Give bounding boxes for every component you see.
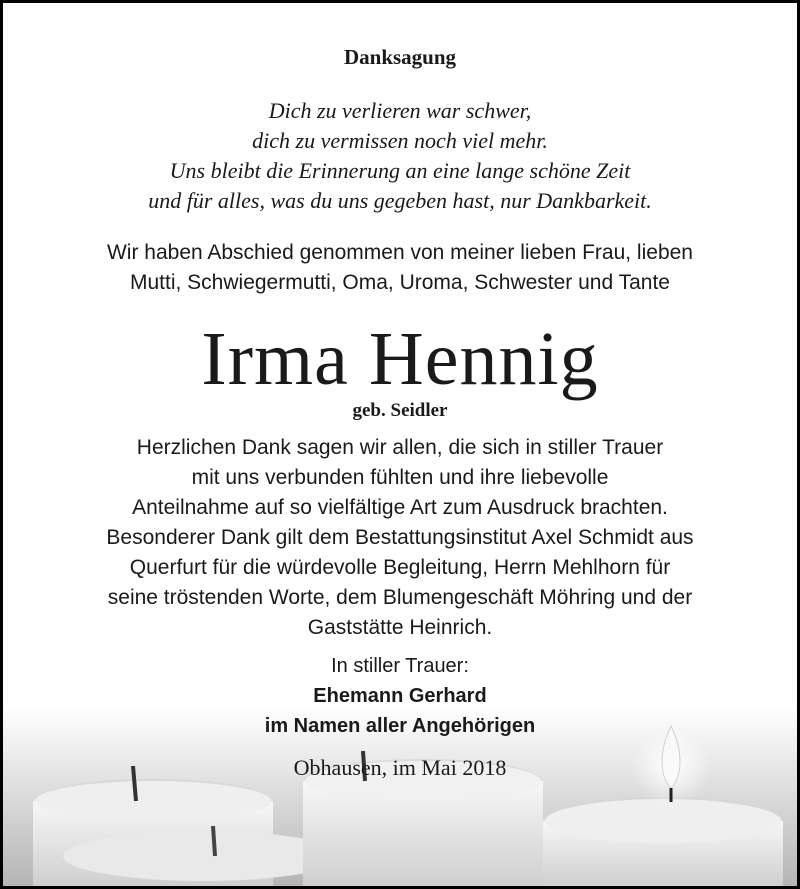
intro-line: Wir haben Abschied genommen von meiner lieben Frau, lieben [106,241,693,264]
thanks-line: seine tröstenden Worte, dem Blumengeschäft Möhring und der [107,586,693,609]
farewell-intro [3,238,797,298]
signatory-line: im Namen aller Angehörigen [264,715,536,737]
notice-heading: Danksagung [343,45,457,69]
thanks-line: Querfurt für die würdevolle Begleitung, Herrn Mehlhorn für [129,556,671,579]
intro-line: Mutti, Schwiegermutti, Oma, Uroma, Schwester und Tante [130,271,670,294]
thanks-line: Anteilnahme auf so vielfältige Art zum Ausdruck brachten. [132,496,668,519]
signatory-line: Ehemann Gerhard [313,685,487,707]
thanks-line: Gaststätte Heinrich. [307,616,493,639]
thanks-line: Herzlichen Dank sagen wir allen, die sich in stiller Trauer [136,436,664,459]
maiden-name: geb. Seidler [352,400,448,421]
place-date: Obhausen, im Mai 2018 [293,755,507,780]
signoff [3,651,797,741]
thanks-line: mit uns verbunden fühlten und ihre liebevolle [191,466,609,489]
mourning-label: In stiller Trauer: [331,655,469,677]
thanks-text [3,433,797,643]
deceased-name: Irma Hennig [201,317,599,401]
thanks-line: Besonderer Dank gilt dem Bestattungsinstitut Axel Schmidt aus [106,526,694,549]
memorial-poem [3,96,797,216]
poem-line: Dich zu verlieren war schwer, [268,98,532,123]
poem-line: und für alles, was du uns gegeben hast, nur Dankbarkeit. [148,188,652,213]
poem-line: Uns bleibt die Erinnerung an eine lange schöne Zeit [169,158,631,183]
poem-line: dich zu vermissen noch viel mehr. [252,128,548,153]
